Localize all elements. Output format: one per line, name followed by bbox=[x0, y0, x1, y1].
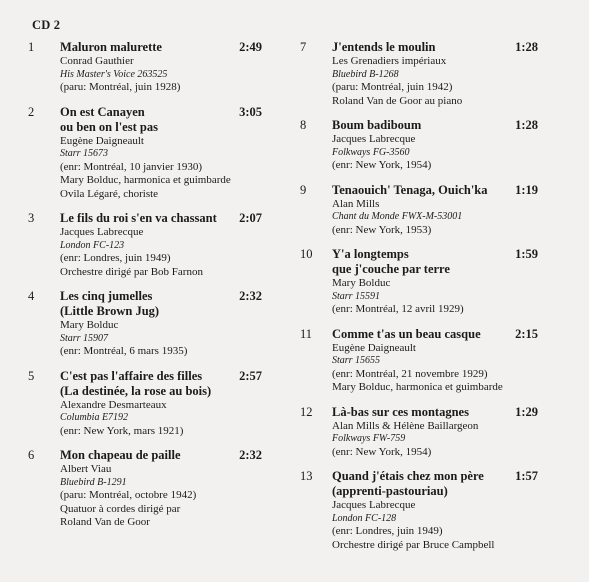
track-title: Y'a longtemps que j'couche par terre bbox=[332, 247, 450, 276]
track-details bbox=[332, 469, 552, 552]
track-number: 10 bbox=[300, 247, 313, 261]
track-note: (enr: New York, 1953) bbox=[332, 223, 432, 236]
track-entry bbox=[300, 469, 552, 552]
track-entry bbox=[300, 40, 552, 108]
track-title: Boum badiboum bbox=[332, 118, 422, 132]
track-artist: Eugène Daigneault bbox=[332, 341, 416, 354]
track-note: (enr: Montréal, 12 avril 1929) bbox=[332, 303, 464, 315]
track-duration: 2:57 bbox=[239, 368, 262, 383]
track-title-row bbox=[332, 469, 552, 499]
track-note: Roland Van de Goor bbox=[60, 516, 150, 528]
track-artist: Eugène Daigneault bbox=[60, 134, 144, 147]
track-details bbox=[60, 211, 278, 279]
track-details bbox=[332, 327, 552, 395]
cd-label: CD 2 bbox=[32, 18, 61, 32]
track-title-row bbox=[60, 211, 278, 226]
track-title-row bbox=[332, 40, 552, 55]
track-entry bbox=[300, 183, 552, 238]
track-number: 2 bbox=[28, 104, 35, 119]
track-note: (enr: New York, 1954) bbox=[332, 159, 432, 171]
track-note: Orchestre dirigé par Bruce Campbell bbox=[332, 538, 495, 551]
track-title-row bbox=[332, 118, 552, 133]
record-label: Bluebird B-1268 bbox=[332, 68, 399, 80]
track-number: 12 bbox=[300, 404, 313, 419]
track-number: 13 bbox=[300, 469, 313, 483]
track-details bbox=[332, 40, 552, 108]
track-artist: Alan Mills bbox=[332, 197, 380, 210]
track-entry bbox=[28, 211, 278, 279]
track-title: C'est pas l'affaire des filles (La destinée, la rose au bois) bbox=[60, 368, 212, 398]
track-note: Orchestre dirigé par Bob Farnon bbox=[60, 265, 203, 278]
track-title: J'entends le moulin bbox=[332, 40, 436, 54]
track-title-row bbox=[332, 183, 552, 198]
track-details bbox=[60, 40, 278, 95]
track-artist: Jacques Labrecque bbox=[332, 133, 416, 145]
track-duration: 1:59 bbox=[515, 247, 538, 261]
track-entry bbox=[28, 105, 278, 202]
track-details bbox=[332, 183, 552, 238]
track-entry bbox=[28, 448, 278, 530]
track-duration: 2:32 bbox=[239, 289, 262, 303]
track-note: Mary Bolduc, harmonica et guimbarde bbox=[332, 381, 503, 393]
record-label: London FC-123 bbox=[60, 239, 125, 251]
track-note: Mary Bolduc, harmonica et guimbarde bbox=[60, 174, 231, 186]
track-artist: Mary Bolduc bbox=[60, 319, 119, 331]
track-title: On est Canayen ou ben on l'est pas bbox=[60, 104, 158, 134]
track-title-row bbox=[60, 105, 278, 135]
track-title: Les cinq jumelles (Little Brown Jug) bbox=[60, 289, 160, 318]
track-note: (enr: Montréal, 21 novembre 1929) bbox=[332, 367, 488, 380]
track-note: (enr: Montréal, 6 mars 1935) bbox=[60, 345, 188, 357]
record-label: Folkways FG-3560 bbox=[332, 146, 410, 158]
track-note: Roland Van de Goor au piano bbox=[332, 94, 463, 107]
track-title: Maluron malurette bbox=[60, 40, 162, 54]
track-note: (enr: Londres, juin 1949) bbox=[60, 252, 171, 264]
track-artist: Albert Viau bbox=[60, 463, 112, 475]
track-artist: Alan Mills & Hélène Baillargeon bbox=[332, 419, 479, 432]
record-label: Folkways FW-759 bbox=[332, 433, 406, 444]
track-details bbox=[332, 405, 552, 460]
track-artist: Mary Bolduc bbox=[332, 277, 391, 289]
track-title-row bbox=[60, 40, 278, 55]
track-entry bbox=[28, 40, 278, 95]
track-title: Comme t'as un beau casque bbox=[332, 326, 481, 341]
track-note: (enr: New York, mars 1921) bbox=[60, 424, 184, 437]
track-duration: 1:28 bbox=[515, 118, 538, 132]
track-list-left bbox=[28, 40, 278, 540]
track-artist: Les Grenadiers impériaux bbox=[332, 55, 447, 67]
track-note: (enr: New York, 1954) bbox=[332, 445, 432, 458]
track-title: Tenaouich' Tenaga, Ouich'ka bbox=[332, 182, 488, 197]
track-number: 4 bbox=[28, 289, 35, 303]
track-number: 8 bbox=[300, 118, 307, 132]
track-number: 9 bbox=[300, 182, 307, 197]
record-label: Starr 15591 bbox=[332, 290, 381, 302]
track-duration: 2:07 bbox=[239, 211, 262, 225]
track-duration: 1:28 bbox=[515, 40, 538, 54]
track-number: 5 bbox=[28, 368, 35, 383]
track-duration: 2:15 bbox=[515, 326, 538, 341]
track-title: Quand j'étais chez mon père (apprenti-pastouriau) bbox=[332, 469, 484, 498]
track-title-row bbox=[60, 448, 278, 463]
track-duration: 2:49 bbox=[239, 40, 262, 54]
track-note: (paru: Montréal, juin 1942) bbox=[332, 81, 453, 93]
track-note: Ovila Légaré, choriste bbox=[60, 187, 159, 200]
track-title-row bbox=[60, 369, 278, 399]
track-details bbox=[60, 289, 278, 359]
track-details bbox=[60, 448, 278, 530]
track-title: Le fils du roi s'en va chassant bbox=[60, 211, 217, 225]
record-label: His Master's Voice 263525 bbox=[60, 68, 168, 80]
track-details bbox=[60, 105, 278, 202]
track-duration: 3:05 bbox=[239, 104, 262, 119]
track-title-row bbox=[332, 247, 552, 277]
track-duration: 1:57 bbox=[515, 469, 538, 483]
track-entry bbox=[300, 247, 552, 317]
track-title-row bbox=[332, 327, 552, 342]
track-artist: Jacques Labrecque bbox=[60, 226, 144, 238]
track-note: Quatuor à cordes dirigé par bbox=[60, 502, 181, 515]
track-artist: Alexandre Desmarteaux bbox=[60, 398, 167, 411]
track-details bbox=[332, 118, 552, 173]
track-note: (enr: Londres, juin 1949) bbox=[332, 525, 443, 537]
track-duration: 2:32 bbox=[239, 448, 262, 462]
track-entry bbox=[300, 118, 552, 173]
track-list-right bbox=[300, 40, 552, 562]
track-title: Mon chapeau de paille bbox=[60, 448, 181, 462]
track-entry bbox=[28, 289, 278, 359]
record-label: Bluebird B-1291 bbox=[60, 476, 127, 488]
track-duration: 1:19 bbox=[515, 182, 538, 197]
record-label: Starr 15655 bbox=[332, 355, 381, 366]
track-details bbox=[332, 247, 552, 317]
track-duration: 1:29 bbox=[515, 404, 538, 419]
record-label: Columbia E7192 bbox=[60, 412, 129, 423]
track-number: 11 bbox=[300, 326, 313, 341]
track-entry bbox=[300, 405, 552, 460]
track-number: 1 bbox=[28, 40, 35, 54]
track-title: Là-bas sur ces montagnes bbox=[332, 404, 469, 419]
track-note: (paru: Montréal, octobre 1942) bbox=[60, 489, 197, 501]
track-artist: Jacques Labrecque bbox=[332, 499, 416, 511]
record-label: Starr 15907 bbox=[60, 332, 109, 344]
track-details bbox=[60, 369, 278, 439]
track-note: (enr: Montréal, 10 janvier 1930) bbox=[60, 160, 203, 173]
track-entry bbox=[300, 327, 552, 395]
track-number: 3 bbox=[28, 211, 35, 225]
track-number: 7 bbox=[300, 40, 307, 54]
record-label: London FC-128 bbox=[332, 512, 397, 524]
track-title-row bbox=[332, 405, 552, 420]
track-note: (paru: Montréal, juin 1928) bbox=[60, 81, 181, 93]
track-title-row bbox=[60, 289, 278, 319]
track-entry bbox=[28, 369, 278, 439]
track-artist: Conrad Gauthier bbox=[60, 55, 134, 67]
record-label: Chant du Monde FWX-M-53001 bbox=[332, 211, 463, 222]
record-label: Starr 15673 bbox=[60, 148, 109, 159]
track-number: 6 bbox=[28, 448, 35, 462]
